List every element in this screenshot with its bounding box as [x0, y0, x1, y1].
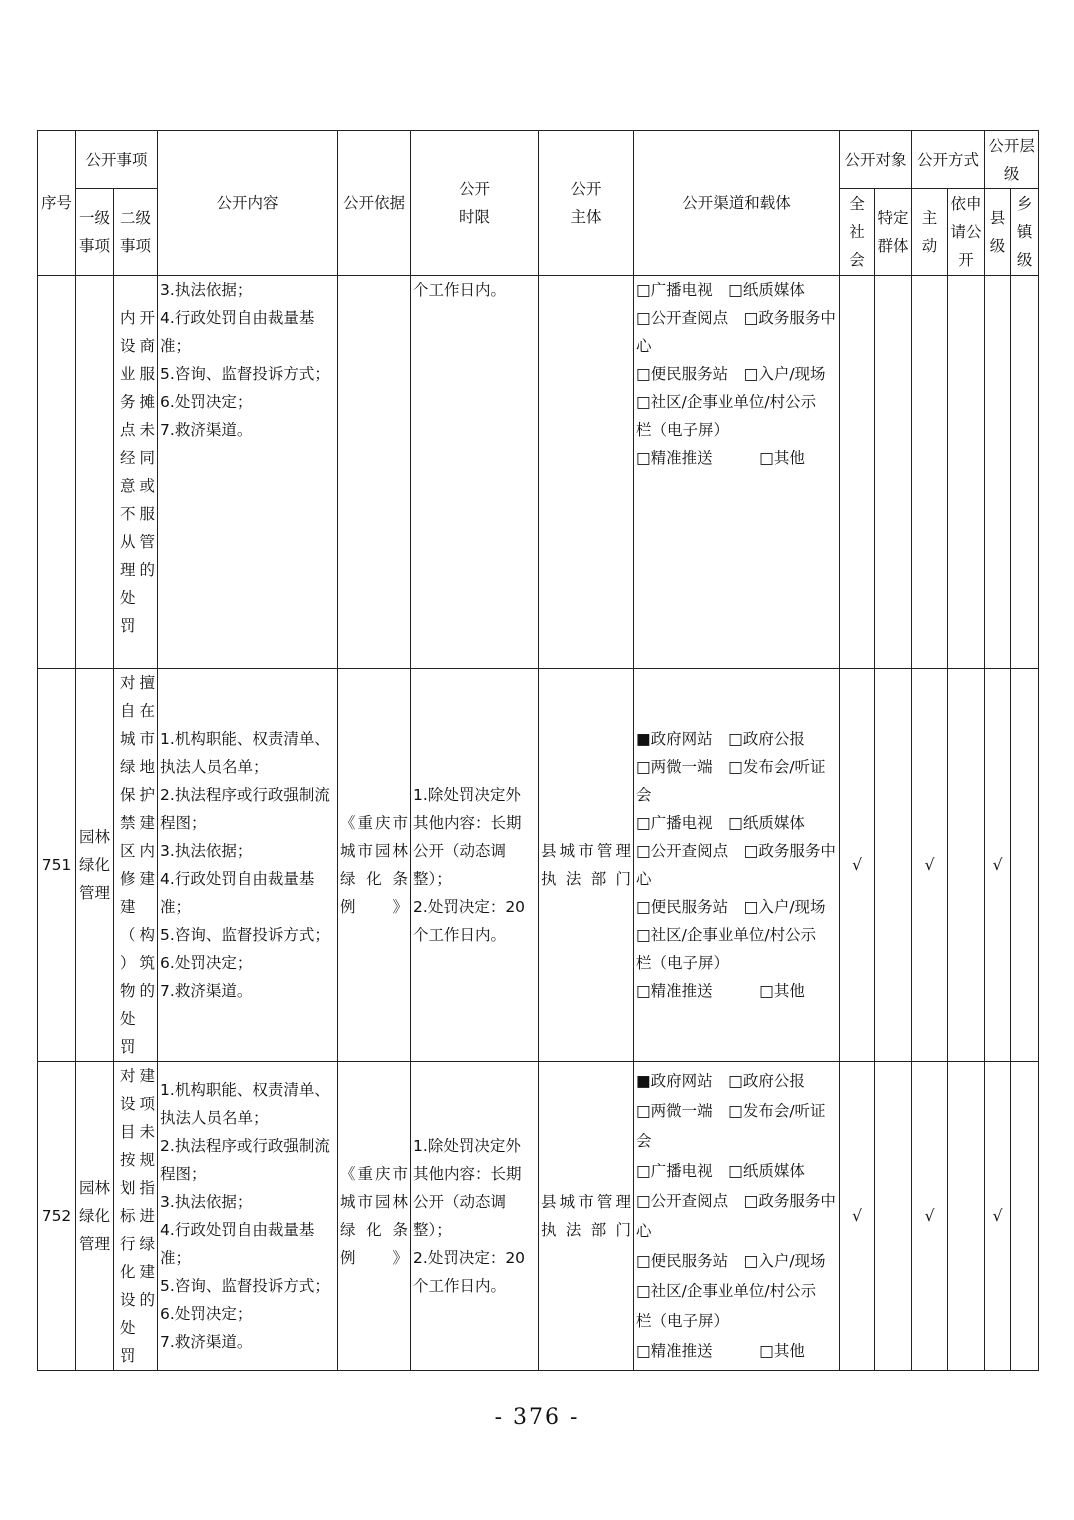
page-number: - 376 - [494, 1405, 580, 1430]
channel-line: □便民服务站 □入户/现场 [636, 365, 826, 383]
channel-line: 会 [636, 786, 652, 804]
row-content: 1.机构职能、权责清单、执法人员名单； 2.执法程序或行政强制流程图； 3.执法依据； 4.行政处罚自由裁量基准； 5.咨询、监督投诉方式； 6.处罚决定； 7.救济渠道。 [158, 1062, 338, 1371]
channel-line: 心 [636, 1222, 652, 1240]
channel-line: 栏（电子屏） [636, 1312, 730, 1330]
row-target-all: √ [840, 669, 875, 1062]
row-level-county [985, 276, 1011, 669]
table-row [38, 1062, 1039, 1371]
header-target: 公开对象 [840, 131, 912, 189]
row-content: 3.执法依据； 4.行政处罚自由裁量基准； 5.咨询、监督投诉方式； 6.处罚决定； 7.救济渠道。 [158, 276, 338, 669]
row-target-specific [875, 1062, 912, 1371]
row-channels [634, 276, 840, 669]
channel-line: □广播电视 □纸质媒体 [636, 1162, 805, 1180]
row-method-request [948, 1062, 985, 1371]
channel-line: □社区/企事业单位/村公示 [636, 926, 817, 944]
row-level1: 园林绿化管理 [76, 1062, 114, 1371]
row-basis [338, 276, 411, 669]
row-level2-col-a: 对 设 目 按 划 标 行 化 设 处罚 [120, 1067, 136, 1365]
row-subject: 县城市管理执法部门 [539, 669, 634, 1062]
row-basis: 《重庆市城市园林绿化条例》 [338, 1062, 411, 1371]
row-seq: 752 [38, 1062, 76, 1371]
header-level-town: 乡 镇 级 [1011, 189, 1039, 276]
channel-line: □精准推送 □其他 [636, 1342, 805, 1360]
channel-line: ■政府网站 □政府公报 [636, 730, 805, 748]
header-channels: 公开渠道和载体 [634, 131, 840, 276]
row-level-town [1011, 669, 1039, 1062]
row-time-limit: 1.除处罚决定外其他内容：长期公开（动态调整）； 2.处罚决定：20个工作日内。 [411, 669, 539, 1062]
channel-line: □公开查阅点 □政务服务中 [636, 1192, 836, 1210]
header-content: 公开内容 [158, 131, 338, 276]
row-time-limit: 1.除处罚决定外其他内容：长期公开（动态调整）； 2.处罚决定：20个工作日内。 [411, 1062, 539, 1371]
row-target-specific [875, 669, 912, 1062]
channel-line: □两微一端 □发布会/听证 [636, 758, 826, 776]
header-method-request: 依申 请公 开 [948, 189, 985, 276]
channel-line: □社区/企事业单位/村公示 [636, 393, 817, 411]
row-target-all: √ [840, 1062, 875, 1371]
row-channels [634, 669, 840, 1062]
channel-line: □广播电视 □纸质媒体 [636, 281, 805, 299]
header-method-active: 主 动 [912, 189, 948, 276]
row-level2-col-a: 对 自 城 绿 保 禁 区 修 建 （ ） 物 处罚 [120, 674, 136, 1056]
row-target-all [840, 276, 875, 669]
row-level-county: √ [985, 1062, 1011, 1371]
header-basis: 公开依据 [338, 131, 411, 276]
row-subject: 县城市管理执法部门 [539, 1062, 634, 1371]
row-level2 [114, 669, 158, 1062]
table-row [38, 276, 1039, 669]
row-level2-col-b: 开 商 服 摊 未 同 或 服 管 的 [139, 309, 156, 579]
row-level1: 园林绿化管理 [76, 669, 114, 1062]
row-level-town [1011, 1062, 1039, 1371]
header-items: 公开事项 [76, 131, 158, 189]
header-level-county: 县 级 [985, 189, 1011, 276]
channel-line: □精准推送 □其他 [636, 449, 805, 467]
header-level: 公开层级 [985, 131, 1039, 189]
row-level2-col-b: 擅 在 市 地 护 建 内 建 构 筑 的 [139, 674, 156, 1000]
disclosure-table [37, 130, 1039, 1371]
row-level-town [1011, 276, 1039, 669]
header-target-specific: 特定 群体 [875, 189, 912, 276]
channel-line: □两微一端 □发布会/听证 [636, 1102, 826, 1120]
row-target-specific [875, 276, 912, 669]
row-subject [539, 276, 634, 669]
row-level-county: √ [985, 669, 1011, 1062]
channel-line: ■政府网站 □政府公报 [636, 1072, 805, 1090]
header-method: 公开方式 [912, 131, 985, 189]
header-seq: 序号 [38, 131, 76, 276]
header-time-limit: 公开 时限 [411, 131, 539, 276]
channel-line: □公开查阅点 □政务服务中 [636, 309, 836, 327]
channel-line: □公开查阅点 □政务服务中 [636, 842, 836, 860]
row-method-request [948, 276, 985, 669]
channel-line: 会 [636, 1132, 652, 1150]
row-level1 [76, 276, 114, 669]
row-level2 [114, 1062, 158, 1371]
channel-line: 栏（电子屏） [636, 954, 730, 972]
channel-line: □精准推送 □其他 [636, 982, 805, 1000]
channel-line: □便民服务站 □入户/现场 [636, 898, 826, 916]
row-time-limit: 个工作日内。 [411, 276, 539, 669]
row-seq [38, 276, 76, 669]
header-level2: 二级事项 [114, 189, 158, 276]
row-channels [634, 1062, 840, 1371]
header-level1: 一级事项 [76, 189, 114, 276]
channel-line: 心 [636, 337, 652, 355]
row-method-active: √ [912, 1062, 948, 1371]
channel-line: 栏（电子屏） [636, 421, 730, 439]
row-method-request [948, 669, 985, 1062]
row-seq: 751 [38, 669, 76, 1062]
row-method-active [912, 276, 948, 669]
channel-line: □便民服务站 □入户/现场 [636, 1252, 826, 1270]
channel-line: □社区/企事业单位/村公示 [636, 1282, 817, 1300]
row-basis: 《重庆市城市园林绿化条例》 [338, 669, 411, 1062]
table-row [38, 669, 1039, 1062]
header-subject: 公开 主体 [539, 131, 634, 276]
header-target-all: 全 社 会 [840, 189, 875, 276]
row-level2-col-a: 内 设 业 务 点 经 意 不 从 理 处罚 [120, 309, 136, 635]
row-content: 1.机构职能、权责清单、执法人员名单； 2.执法程序或行政强制流程图； 3.执法依据； 4.行政处罚自由裁量基准； 5.咨询、监督投诉方式； 6.处罚决定； 7.救济渠道。 [158, 669, 338, 1062]
row-level2-col-b: 建 项 未 规 指 进 绿 建 的 [139, 1067, 156, 1309]
row-level2 [114, 276, 158, 669]
channel-line: 心 [636, 870, 652, 888]
channel-line: □广播电视 □纸质媒体 [636, 814, 805, 832]
row-method-active: √ [912, 669, 948, 1062]
